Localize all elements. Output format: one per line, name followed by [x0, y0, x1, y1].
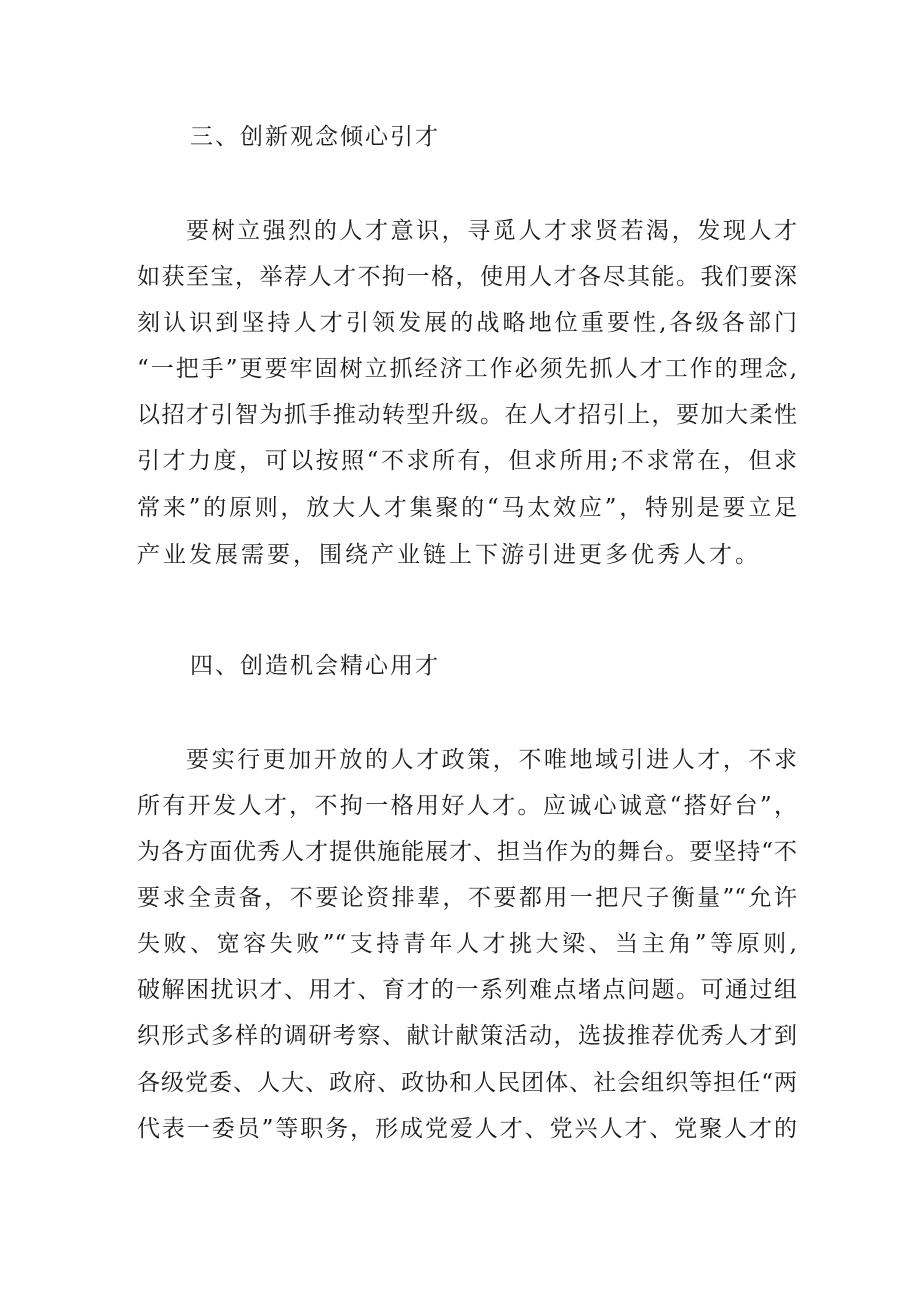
paragraph-line: 要树立强烈的人才意识，寻觅人才求贤若渴，发现人才 — [186, 218, 797, 244]
paragraph-line: 以招才引智为抓手推动转型升级。在人才招引上，要加大柔性 — [137, 402, 797, 428]
paragraph-line: 失败、宽容失败”“支持青年人才挑大梁、当主角”等原则, — [137, 931, 797, 957]
paragraph-line: 所有开发人才，不拘一格用好人才。应诚心诚意“搭好台”， — [137, 793, 797, 819]
paragraph-line: 织形式多样的调研考察、献计献策活动，选拔推荐优秀人才到 — [137, 1023, 797, 1049]
paragraph-line: 刻认识到坚持人才引领发展的战略地位重要性,各级各部门 — [137, 310, 797, 336]
paragraph-line: 产业发展需要，围绕产业链上下游引进更多优秀人才。 — [137, 542, 761, 568]
paragraph-line: 为各方面优秀人才提供施能展才、担当作为的舞台。要坚持“不 — [137, 839, 797, 865]
paragraph-line: 破解困扰识才、用才、育才的一系列难点堵点问题。可通过组 — [137, 977, 797, 1003]
paragraph-line: 常来”的原则，放大人才集聚的“马太效应”，特别是要立足 — [137, 495, 797, 521]
paragraph-line: 代表一委员”等职务，形成党爱人才、党兴人才、党聚人才的 — [137, 1116, 797, 1142]
paragraph-line: “一把手”更要牢固树立抓经济工作必须先抓人才工作的理念, — [137, 356, 797, 382]
paragraph-line: 要实行更加开放的人才政策，不唯地域引进人才，不求 — [186, 747, 797, 773]
section-4-heading: 四、创造机会精心用才 — [190, 653, 440, 679]
paragraph-line: 各级党委、人大、政府、政协和人民团体、社会组织等担任“两 — [137, 1070, 797, 1096]
paragraph-line: 引才力度，可以按照“不求所有，但求所用;不求常在，但求 — [137, 448, 797, 474]
section-3-heading: 三、创新观念倾心引才 — [190, 124, 440, 150]
paragraph-line: 如获至宝，举荐人才不拘一格，使用人才各尽其能。我们要深 — [137, 264, 797, 290]
paragraph-line: 要求全责备，不要论资排辈，不要都用一把尺子衡量”“允许 — [137, 885, 797, 911]
